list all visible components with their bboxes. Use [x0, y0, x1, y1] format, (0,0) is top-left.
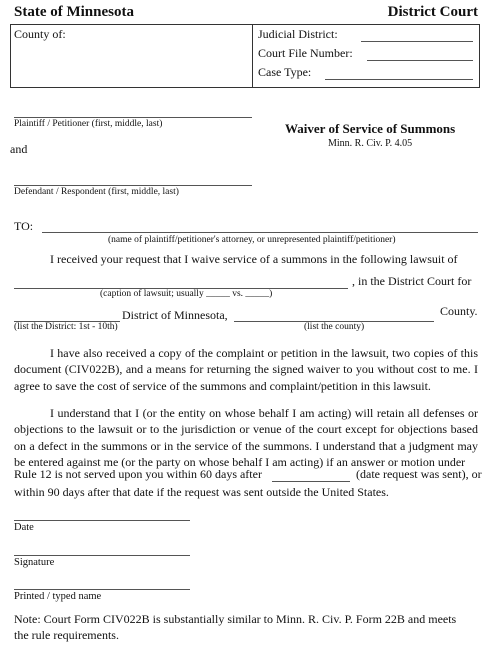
district-note: (list the District: 1st - 10th) — [14, 322, 118, 332]
district-of-minnesota-text: District of Minnesota, — [122, 308, 228, 322]
document-title: Waiver of Service of Summons — [285, 121, 456, 136]
judicial-district-field[interactable] — [361, 41, 473, 42]
county-label: County of: — [14, 27, 66, 41]
received-request-text: I received your request that I waive service of a summons in the following lawsuit of — [50, 252, 458, 266]
to-note: (name of plaintiff/petitioner's attorney, or unrepresented plaintiff/petitioner) — [108, 235, 396, 245]
caption-note: (caption of lawsuit; usually _____ vs. _____) — [100, 289, 273, 299]
caption-box — [10, 24, 480, 88]
paragraph-complaint — [14, 345, 478, 394]
court-for-text: , in the District Court for — [352, 274, 472, 288]
court-heading: District Court — [387, 4, 478, 20]
county-note: (list the county) — [304, 322, 365, 332]
paragraph-complaint-text: I have also received a copy of the complaint or petition in the lawsuit, two copies of this document (CIV022B), and a means for returning the signed waiver to you without cost to me. I agree to save the cost of service of the summons and complaint/petition in this lawsuit. — [14, 346, 478, 393]
ninety-days-text: within 90 days after that date if the request was sent outside the United States. — [14, 485, 389, 499]
court-file-number-field[interactable] — [367, 60, 473, 61]
printed-name-label: Printed / typed name — [14, 591, 102, 602]
note-line-2: the rule requirements. — [14, 628, 119, 642]
defendant-label: Defendant / Respondent (first, middle, last) — [14, 187, 179, 197]
note-line-1: Note: Court Form CIV022B is substantially similar to Minn. R. Civ. P. Form 22B and meets — [14, 612, 457, 626]
date-field[interactable] — [14, 520, 190, 521]
signature-label: Signature — [14, 557, 55, 568]
judicial-district-label: Judicial District: — [258, 27, 338, 41]
date-label: Date — [14, 522, 34, 533]
state-heading: State of Minnesota — [14, 4, 134, 20]
rule-12-text: Rule 12 is not served upon you within 60 days after — [14, 467, 262, 481]
caption-divider — [252, 25, 253, 87]
paragraph-defenses-text: I understand that I (or the entity on whose behalf I am acting) will retain all defenses or objections to the lawsuit or to the jurisdiction or venue of the court except for objections based on a defect in the summons or in the service of the summons. I understand that a judgment may be entered against me (or the party on whose behalf I am acting) if an answer or motion under — [14, 406, 478, 469]
date-request-sent-field[interactable] — [272, 481, 350, 482]
plaintiff-field[interactable] — [14, 117, 252, 118]
paragraph-defenses — [14, 405, 478, 470]
defendant-field[interactable] — [14, 185, 252, 186]
rule-citation: Minn. R. Civ. P. 4.05 — [328, 138, 413, 149]
court-file-number-label: Court File Number: — [258, 46, 353, 60]
signature-field[interactable] — [14, 555, 190, 556]
case-type-label: Case Type: — [258, 65, 312, 79]
date-request-sent-text: (date request was sent), or — [356, 467, 482, 481]
to-label: TO: — [14, 219, 34, 233]
to-field[interactable] — [42, 232, 478, 233]
case-type-field[interactable] — [325, 79, 473, 80]
plaintiff-label: Plaintiff / Petitioner (first, middle, last) — [14, 119, 163, 129]
printed-name-field[interactable] — [14, 589, 190, 590]
county-text: County. — [440, 304, 478, 318]
and-text: and — [10, 142, 28, 156]
